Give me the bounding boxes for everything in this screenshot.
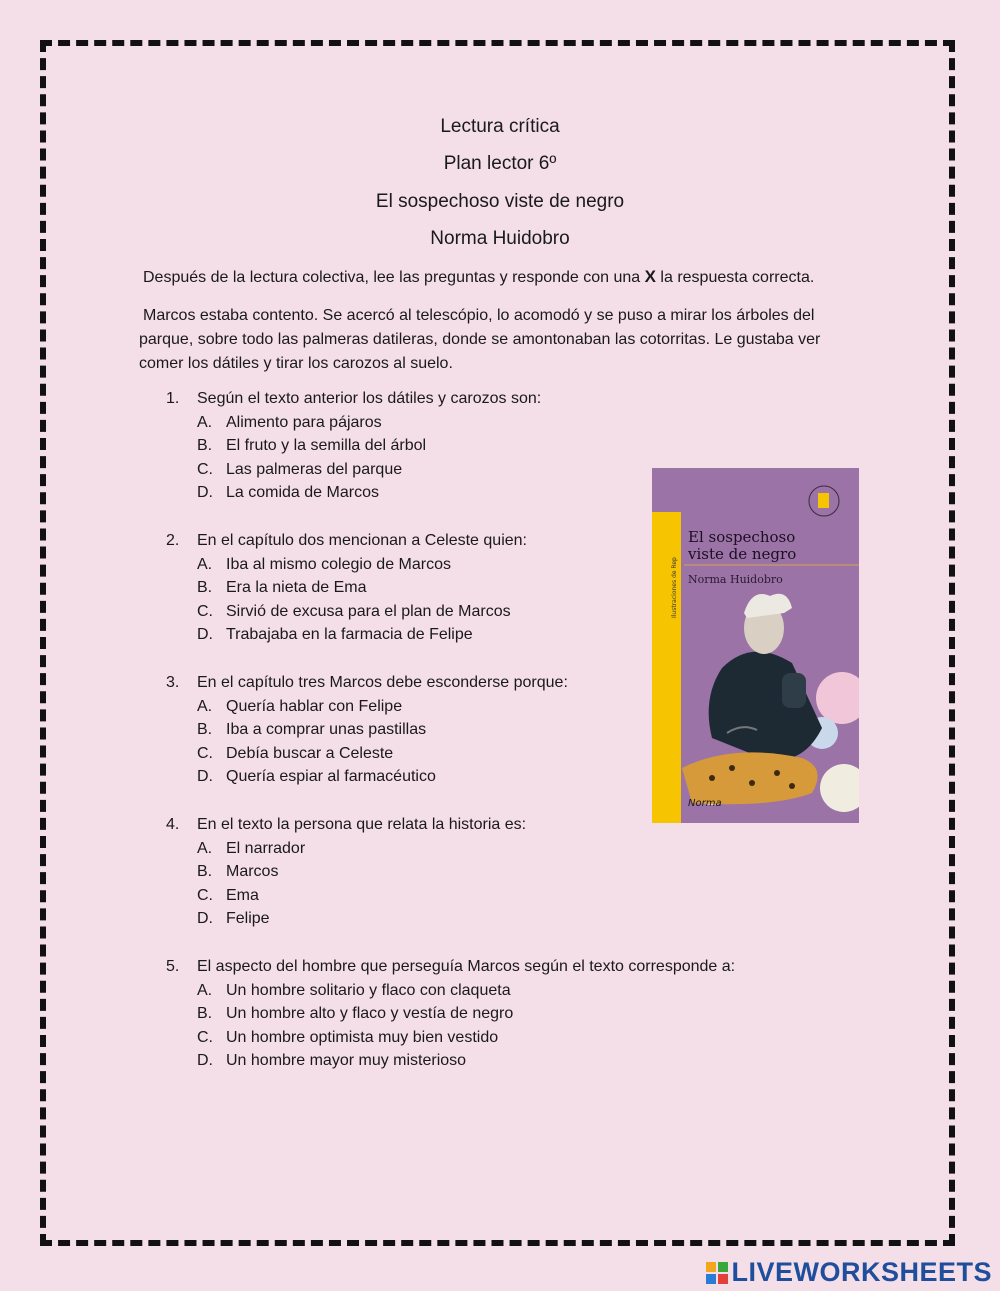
answer-option[interactable]: D. La comida de Marcos — [197, 484, 379, 502]
book-author: Norma Huidobro — [430, 228, 570, 249]
cover-author: Norma Huidobro — [688, 573, 783, 586]
header-title: Lectura crítica — [440, 116, 560, 137]
answer-option[interactable]: A. Un hombre solitario y flaco con claqueta — [197, 981, 511, 999]
liveworksheets-logo: LIVEWORKSHEETS — [706, 1257, 992, 1288]
answer-option[interactable]: B. Marcos — [197, 863, 279, 881]
answer-option[interactable]: D. Felipe — [197, 910, 270, 928]
question-1: 1. Según el texto anterior los dátiles y carozos son: A. Alimento para pájaros B. El fruto y la semilla del árbol C. Las palmeras del parque D. La comida de Marcos — [166, 387, 541, 505]
answer-option[interactable]: D. Trabajaba en la farmacia de Felipe — [197, 626, 473, 644]
question-5: 5. El aspecto del hombre que perseguía Marcos según el texto corresponde a: A. Un hombre solitario y flaco con claqueta B. Un hombre alto y flaco y vestía de negro C. Un hombre optimista muy bien vestido D. Un hombre mayor muy misterioso — [166, 955, 735, 1073]
passage-line: Marcos estaba contento. Se acercó al telescópio, lo acomodó y se puso a mirar los árboles del — [143, 307, 815, 324]
logo-badge-icon — [706, 1262, 728, 1284]
book-title: El sospechoso viste de negro — [375, 191, 625, 212]
answer-option[interactable]: A. Alimento para pájaros — [197, 413, 382, 431]
cover-publisher: Norma — [688, 798, 722, 809]
answer-option[interactable]: A. Iba al mismo colegio de Marcos — [197, 555, 451, 573]
answer-option[interactable]: C. Las palmeras del parque — [197, 460, 403, 478]
answer-option[interactable]: C. Un hombre optimista muy bien vestido — [197, 1028, 499, 1046]
spine-text: Ilustraciones de Rep — [671, 557, 678, 618]
question-text: Según el texto anterior los dátiles y carozos son: — [197, 390, 542, 407]
answer-option[interactable]: A. El narrador — [197, 839, 306, 857]
answer-option[interactable]: B. Era la nieta de Ema — [197, 579, 367, 597]
question-text: En el texto la persona que relata la historia es: — [197, 816, 527, 833]
header-subtitle: Plan lector 6º — [443, 153, 557, 174]
book-cover-image — [652, 468, 859, 823]
cover-title-line-1: El sospechoso — [688, 528, 796, 546]
cover-title-line-2: viste de negro — [688, 545, 797, 563]
instructions: Después de la lectura colectiva, lee las preguntas y responde con una X la respuesta correcta. — [143, 267, 815, 286]
answer-option[interactable]: C. Ema — [197, 886, 259, 904]
question-2: 2. En el capítulo dos mencionan a Celeste quien: A. Iba al mismo colegio de Marcos B. Era la nieta de Ema C. Sirvió de excusa para el plan de Marcos D. Trabajaba en la farmacia de Felipe — [166, 529, 527, 647]
question-text: El aspecto del hombre que perseguía Marcos según el texto corresponde a: — [197, 958, 736, 975]
passage-line: comer los dátiles y tirar los carozos al suelo. — [139, 355, 453, 372]
instructions-mark: X — [644, 267, 656, 286]
question-4: 4. En el texto la persona que relata la historia es: A. El narrador B. Marcos C. Ema D. Felipe — [166, 813, 526, 931]
answer-option[interactable]: C. Debía buscar a Celeste — [197, 744, 394, 762]
passage-line: parque, sobre todo las palmeras datileras, donde se amontonaban las cotorritas. Le gustaba ver — [139, 331, 821, 348]
answer-option[interactable]: B. Iba a comprar unas pastillas — [197, 721, 427, 739]
reading-passage — [139, 304, 839, 376]
answer-option[interactable]: B. El fruto y la semilla del árbol — [197, 437, 427, 455]
answer-option[interactable]: D. Quería espiar al farmacéutico — [197, 768, 436, 786]
answer-option[interactable]: D. Un hombre mayor muy misterioso — [197, 1052, 467, 1070]
question-3: 3. En el capítulo tres Marcos debe esconderse porque: A. Quería hablar con Felipe B. Iba a comprar unas pastillas C. Debía buscar a Celeste D. Quería espiar al farmacéutico — [166, 671, 568, 789]
question-text: En el capítulo tres Marcos debe esconderse porque: — [197, 674, 568, 691]
answer-option[interactable]: B. Un hombre alto y flaco y vestía de negro — [197, 1005, 514, 1023]
question-text: En el capítulo dos mencionan a Celeste quien: — [197, 532, 527, 549]
answer-option[interactable]: A. Quería hablar con Felipe — [197, 697, 403, 715]
answer-option[interactable]: C. Sirvió de excusa para el plan de Marcos — [197, 602, 511, 620]
